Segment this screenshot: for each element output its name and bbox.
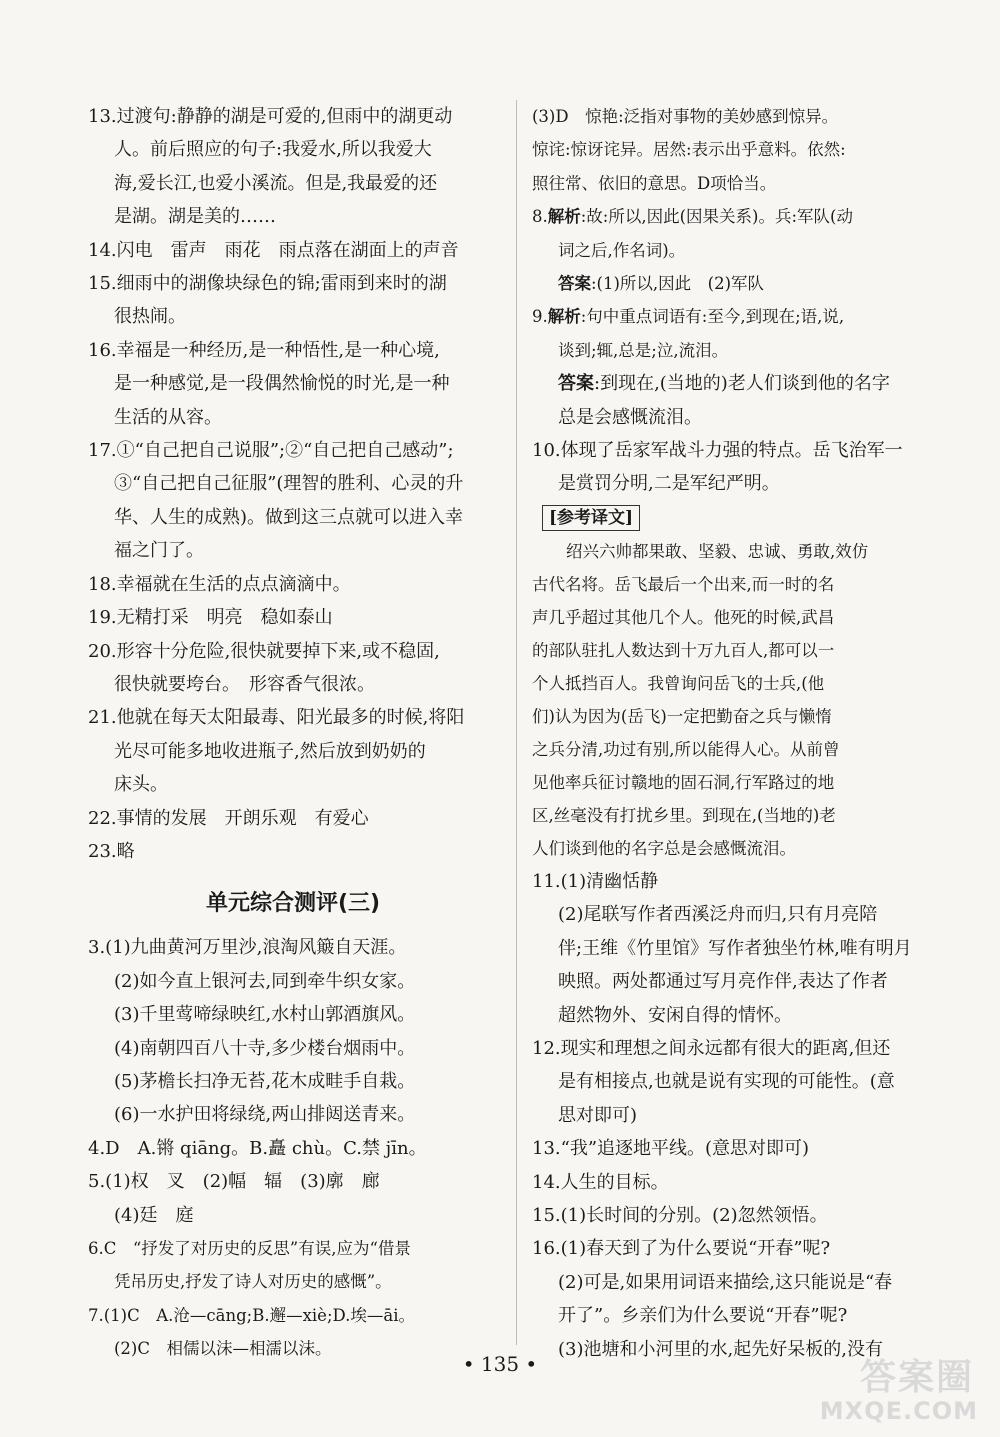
answer-6: 6.C “抒发了对历史的反思”有误,应为“借景: [88, 1239, 411, 1258]
translation-line: 人们谈到他的名字总是会感慨流泪。: [532, 838, 796, 858]
answer-3-line: (3)千里莺啼绿映红,水村山郭酒旗风。: [114, 1004, 416, 1026]
answer-8-text: :故:所以,因此(因果关系)。兵:军队(动: [580, 207, 853, 227]
left-column: [88, 100, 498, 1366]
answer-9-answer-text: :到现在,(当地的)老人们谈到他的名字: [594, 373, 890, 395]
translation-line: 区,丝毫没有打扰乡里。到现在,(当地的)老: [532, 805, 836, 825]
answer-3-line: (2)如今直上银河去,同到牵牛织女家。: [114, 970, 416, 992]
answer-21-line: 床头。: [114, 774, 168, 796]
answer-12-line: 是有相接点,也就是说有实现的可能性。(意: [558, 1071, 895, 1093]
answer-21: 21.他就在每天太阳最毒、阳光最多的时候,将阳: [88, 707, 465, 729]
answer-9-number: 9.: [532, 307, 548, 327]
answer-11: 11.(1)清幽恬静: [532, 870, 659, 892]
answer-7: 7.(1)C A.沧—cāng;B.邂—xiè;D.埃—āi。: [88, 1305, 416, 1325]
answer-17-line: 华、人生的成熟)。做到这三点就可以进入幸: [114, 506, 464, 528]
answer-14: 14.闪电 雷声 雨花 雨点落在湖面上的声音: [88, 239, 459, 261]
answer-16-right: 16.(1)春天到了为什么要说“开春”呢?: [532, 1238, 831, 1260]
answer-label: 答案: [558, 274, 591, 294]
answer-21-line: 光尽可能多地收进瓶子,然后放到奶奶的: [114, 740, 426, 762]
answer-15-right: 15.(1)长时间的分别。(2)忽然领悟。: [532, 1204, 828, 1226]
answer-20: 20.形容十分危险,很快就要掉下来,或不稳固,: [88, 640, 440, 662]
translation-line: 见他率兵征讨赣地的固石洞,行军路过的地: [532, 772, 835, 792]
answer-3-line: (4)南朝四百八十寺,多少楼台烟雨中。: [114, 1037, 416, 1059]
answer-13-line: 人。前后照应的句子:我爱水,所以我爱大: [114, 139, 432, 161]
answer-13: 13.过渡句:静静的湖是可爱的,但雨中的湖更动: [88, 106, 453, 127]
answer-7-3-line: 照往常、依旧的意思。D项恰当。: [532, 173, 777, 193]
translation-line: 的部队驻扎人数达到十万九百人,都可以一: [532, 640, 835, 660]
answer-17-line: 福之门了。: [114, 540, 204, 562]
answer-16-right-line: 开了”。乡亲们为什么要说“开春”呢?: [558, 1305, 848, 1327]
answer-16-right-line: (3)池塘和小河里的水,起先好呆板的,没有: [558, 1338, 883, 1360]
page-number: • 135 •: [462, 1352, 538, 1376]
analysis-label: 解析: [547, 307, 581, 327]
answer-4: 4.D A.锵 qiāng。B.矗 chù。C.禁 jīn。: [88, 1137, 427, 1159]
answer-8-number: 8.: [532, 207, 548, 227]
answer-8: [532, 200, 942, 233]
answer-13-line: 是湖。湖是美的……: [114, 206, 276, 228]
answer-8-line: 词之后,作名词)。: [558, 240, 686, 260]
answer-22: 22.事情的发展 开朗乐观 有爱心: [88, 807, 369, 829]
answer-9-line: 谈到;辄,总是;泣,流泪。: [558, 340, 729, 360]
answer-11-line: 映照。两处都通过写月亮作伴,表达了作者: [558, 971, 888, 993]
answer-label: 答案: [558, 373, 594, 395]
answer-16-line: 是一种感觉,是一段偶然愉悦的时光,是一种: [114, 373, 450, 395]
answer-7-3: (3)D 惊艳:泛指对事物的美妙感到惊异。: [532, 107, 839, 126]
answer-14-right: 14.人生的目标。: [532, 1171, 669, 1193]
answer-9-text: :句中重点词语有:至今,到现在;语,说,: [580, 307, 845, 327]
answer-16-right-line: (2)可是,如果用词语来描绘,这只能说是“春: [558, 1271, 893, 1293]
answer-15: 15.细雨中的湖像块绿色的锦;雷雨到来时的湖: [88, 273, 447, 295]
watermark-text: 答案圈: [859, 1357, 974, 1398]
answer-10: 10.体现了岳家军战斗力强的特点。岳飞治军一: [532, 440, 903, 462]
answer-12-line: 思对即可): [558, 1104, 638, 1126]
column-divider: [516, 100, 517, 1345]
answer-7-line: (2)C 相儒以沫—相濡以沫。: [114, 1339, 332, 1359]
answer-13-line: 海,爱长江,也爱小溪流。但是,我最爱的还: [114, 172, 438, 194]
answer-17-line: ③“自己把自己征服”(理智的胜利、心灵的升: [114, 473, 464, 495]
reference-translation-label: [参考译文]: [542, 505, 640, 531]
watermark-url: MXQE.COM: [819, 1397, 978, 1425]
answer-23: 23.略: [88, 840, 135, 862]
translation-line: 之兵分清,功过有别,所以能得人心。从前曾: [532, 739, 840, 759]
answer-16-line: 生活的从容。: [114, 406, 222, 428]
answer-8-answer-text: :(1)所以,因此 (2)军队: [591, 274, 765, 294]
answer-13-right: 13.“我”追逐地平线。(意思对即可): [532, 1138, 810, 1160]
answer-17: 17.①“自己把自己说服”;②“自己把自己感动”;: [88, 440, 454, 462]
answer-11-line: 伴;王维《竹里馆》写作者独坐竹林,唯有明月: [558, 937, 912, 959]
answer-12: 12.现实和理想之间永远都有很大的距离,但还: [532, 1037, 891, 1059]
answer-15-line: 很热闹。: [114, 306, 186, 328]
watermark-logo: [802, 1349, 982, 1427]
section-heading: 单元综合测评(三): [205, 891, 381, 917]
translation-line: 绍兴六帅都果敢、坚毅、忠诚、勇敢,效仿: [566, 541, 869, 561]
answer-3-line: (6)一水护田将绿绕,两山排闼送青来。: [114, 1104, 416, 1126]
translation-line: 个人抵挡百人。我曾询问岳飞的士兵,(他: [532, 673, 825, 693]
answer-9: [532, 300, 942, 333]
answer-6-line: 凭吊历史,抒发了诗人对历史的感慨”。: [114, 1272, 392, 1292]
answer-18: 18.幸福就在生活的点点滴滴中。: [88, 573, 351, 595]
answer-3: 3.(1)九曲黄河万里沙,浪淘风簸自天涯。: [88, 937, 407, 959]
answer-8-answer: [532, 267, 942, 300]
answer-16: 16.幸福是一种经历,是一种悟性,是一种心境,: [88, 339, 440, 361]
answer-9-answer-line: 总是会感慨流泪。: [558, 406, 702, 428]
right-column: [532, 100, 942, 1366]
answer-5-line: (4)廷 庭: [114, 1204, 194, 1226]
answer-20-line: 很快就要垮台。 形容香气很浓。: [114, 673, 375, 695]
answer-10-line: 是赏罚分明,二是军纪严明。: [558, 473, 780, 495]
answer-11-line: (2)尾联写作者西溪泛舟而归,只有月亮陪: [558, 904, 878, 926]
translation-line: 们)认为因为(岳飞)一定把勤奋之兵与懒惰: [532, 706, 832, 726]
answer-19: 19.无精打采 明亮 稳如泰山: [88, 607, 333, 629]
answer-9-answer: [532, 367, 942, 400]
analysis-label: 解析: [547, 207, 581, 227]
answer-7-3-line: 惊诧:惊讶诧异。居然:表示出乎意料。依然:: [532, 140, 846, 160]
answer-11-line: 超然物外、安闲自得的情怀。: [558, 1004, 792, 1026]
translation-line: 古代名将。岳飞最后一个出来,而一时的名: [532, 574, 835, 594]
answer-3-line: (5)茅檐长扫净无苔,花木成畦手自栽。: [114, 1070, 416, 1092]
answer-5: 5.(1)权 叉 (2)幅 辐 (3)廓 廊: [88, 1171, 380, 1193]
translation-line: 声几乎超过其他几个人。他死的时候,武昌: [532, 607, 835, 627]
